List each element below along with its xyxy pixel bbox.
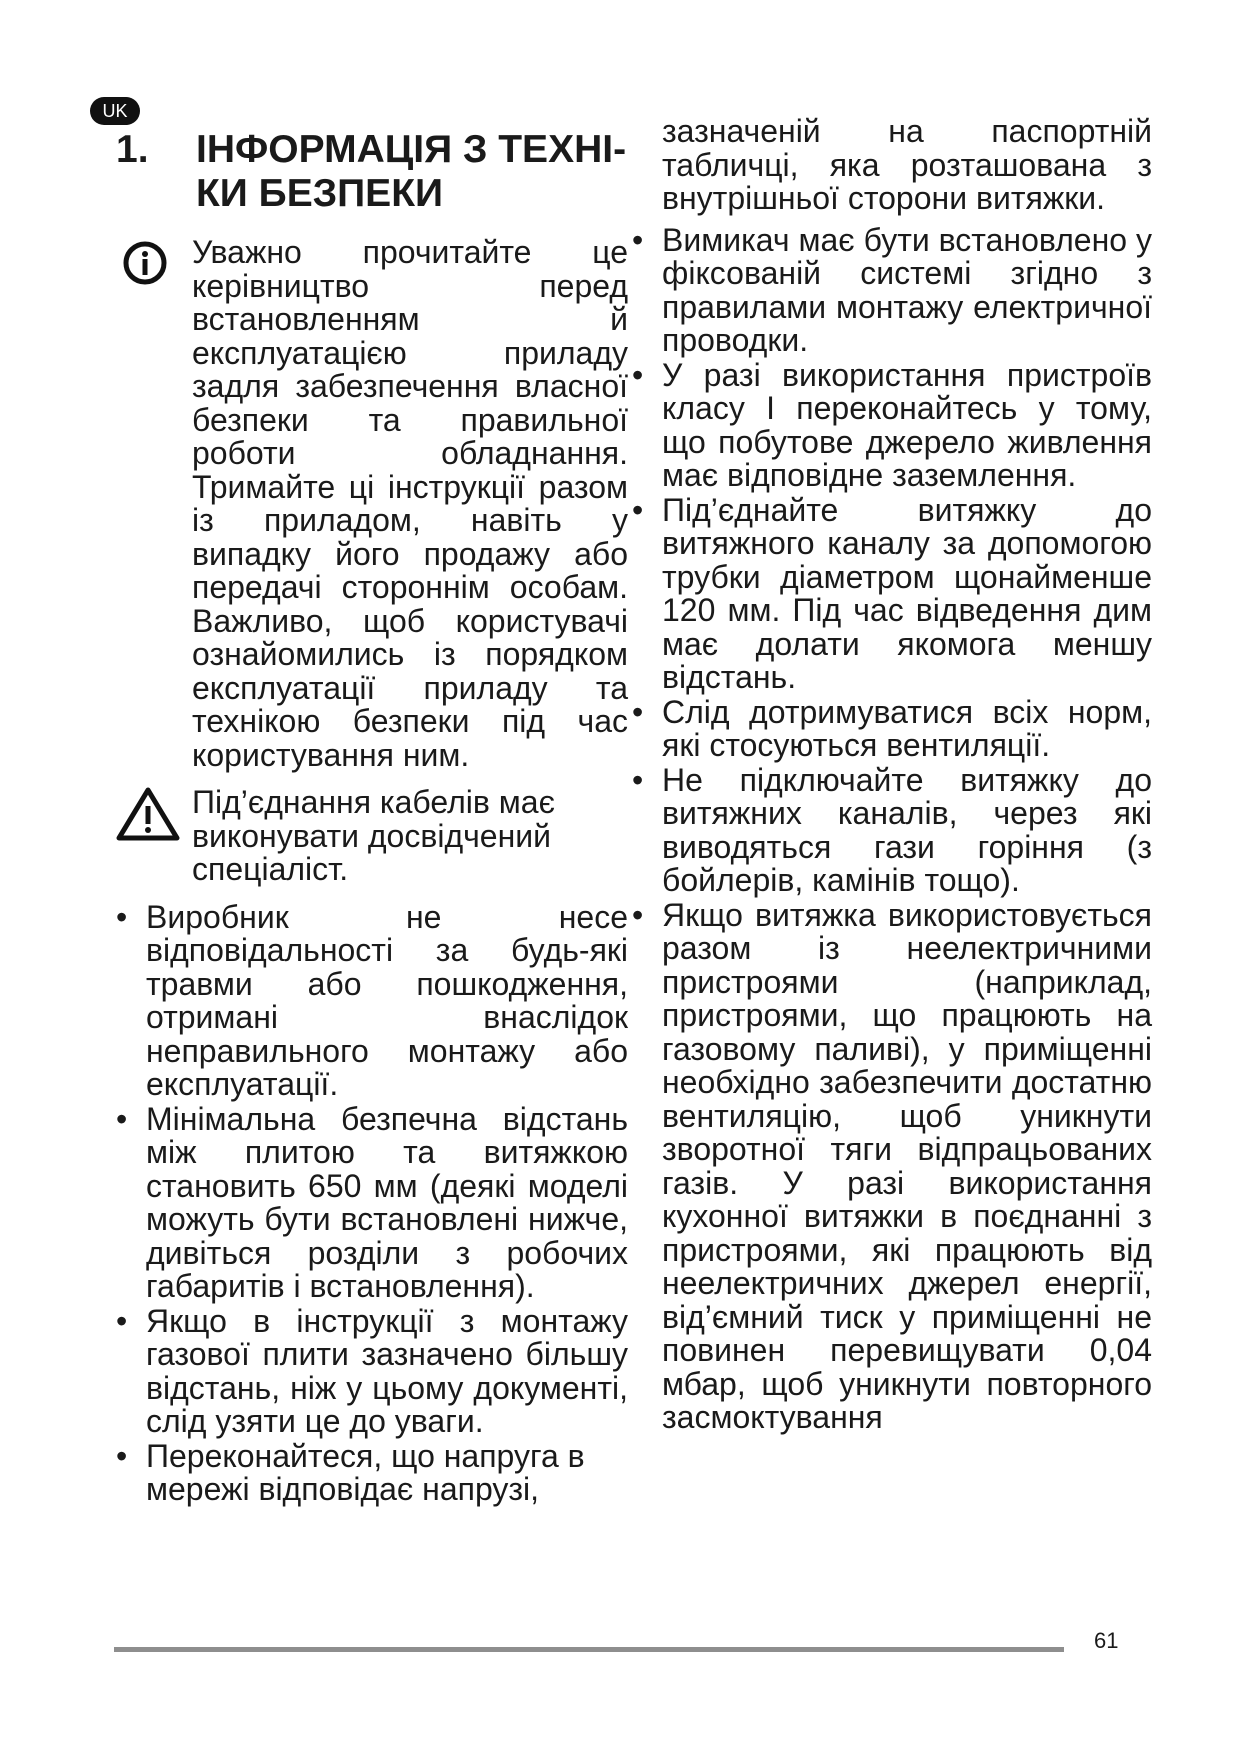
list-item: • Мінімальна безпечна відстань між плитою та витяжкою становить 650 мм (деякі моделі можуть бути встановлені нижче, дивіться розділи з робочих габаритів і встановлення). xyxy=(116,1103,628,1304)
warning-notice-text: Під’єднання кабелів має виконувати досвідчений спеціаліст. xyxy=(192,784,555,887)
list-item: • У разі використання пристроїв класу I переконайтесь у тому, що побутове джерело живлення має відповідне заземлення. xyxy=(632,359,1152,493)
info-circle-icon xyxy=(122,240,168,286)
warning-triangle-icon xyxy=(116,786,180,842)
list-item: • Якщо в інструкції з монтажу газової плити зазначено більшу відстань, ніж у цьому документі, слід узяти це до уваги. xyxy=(116,1305,628,1439)
list-item: • Під’єднайте витяжку до витяжного каналу за допомогою трубки діаметром щонайменше 120 мм. Під час відведення дим має долати якомога меншу відстань. xyxy=(632,494,1152,695)
info-notice xyxy=(116,236,628,772)
list-item-continuation: зазначеній на паспортній табличці, яка розташована з внутрішньої сторони витяжки. xyxy=(662,113,1152,216)
footer-divider xyxy=(114,1647,1064,1652)
info-notice-text: Уважно прочитайте це керівництво перед встановленням й експлуатацією приладу задля забезпечення власної безпеки та правильної роботи обладнання. Тримайте ці інструкції разом із приладом, навіть у випадку його продажу або передачі стороннім особам. Важливо, щоб користувачі ознайомились із порядком експлуатації приладу та технікою безпеки під час користування ним. xyxy=(192,234,628,773)
left-column xyxy=(116,128,628,1507)
section-number: 1. xyxy=(116,128,149,171)
list-item: • Виробник не несе відповідальності за будь-які травми або пошкодження, отримані внаслідок неправильного монтажу або експлуатації. xyxy=(116,901,628,1102)
list-item: • Якщо витяжка використовується разом із неелектричними пристроями (наприклад, пристроями, що працюють на газовому паливі), у приміщенні необхідно забезпечити достатню вентиляцію, щоб уникнути зворотної тяги відпрацьованих газів. У разі використання кухонної витяжки в поєднанні з пристроями, які працюють від неелектричних джерел енергії, від’ємний тиск у приміщенні не повинен перевищувати 0,04 мбар, щоб уникнути повторного засмоктування xyxy=(632,899,1152,1435)
section-title-line1: ІНФОРМАЦІЯ З ТЕХНІ- xyxy=(196,128,627,171)
list-item: • Переконайтеся, що напруга в мережі відповідає напрузі, xyxy=(116,1440,628,1507)
page-number: 61 xyxy=(1094,1628,1119,1653)
list-item: • Вимикач має бути встановлено у фіксованій системі згідно з правилами монтажу електричної проводки. xyxy=(632,224,1152,358)
list-item: • Не підключайте витяжку до витяжних каналів, через які виводяться гази горіння (з бойлерів, камінів тощо). xyxy=(632,764,1152,898)
language-badge: UK xyxy=(90,97,140,125)
section-title xyxy=(116,128,628,216)
list-item: • Слід дотримуватися всіх норм, які стосуються вентиляції. xyxy=(632,696,1152,763)
right-column xyxy=(632,115,1152,1435)
warning-notice xyxy=(116,786,628,887)
section-title-line2: КИ БЕЗПЕКИ xyxy=(196,172,444,215)
